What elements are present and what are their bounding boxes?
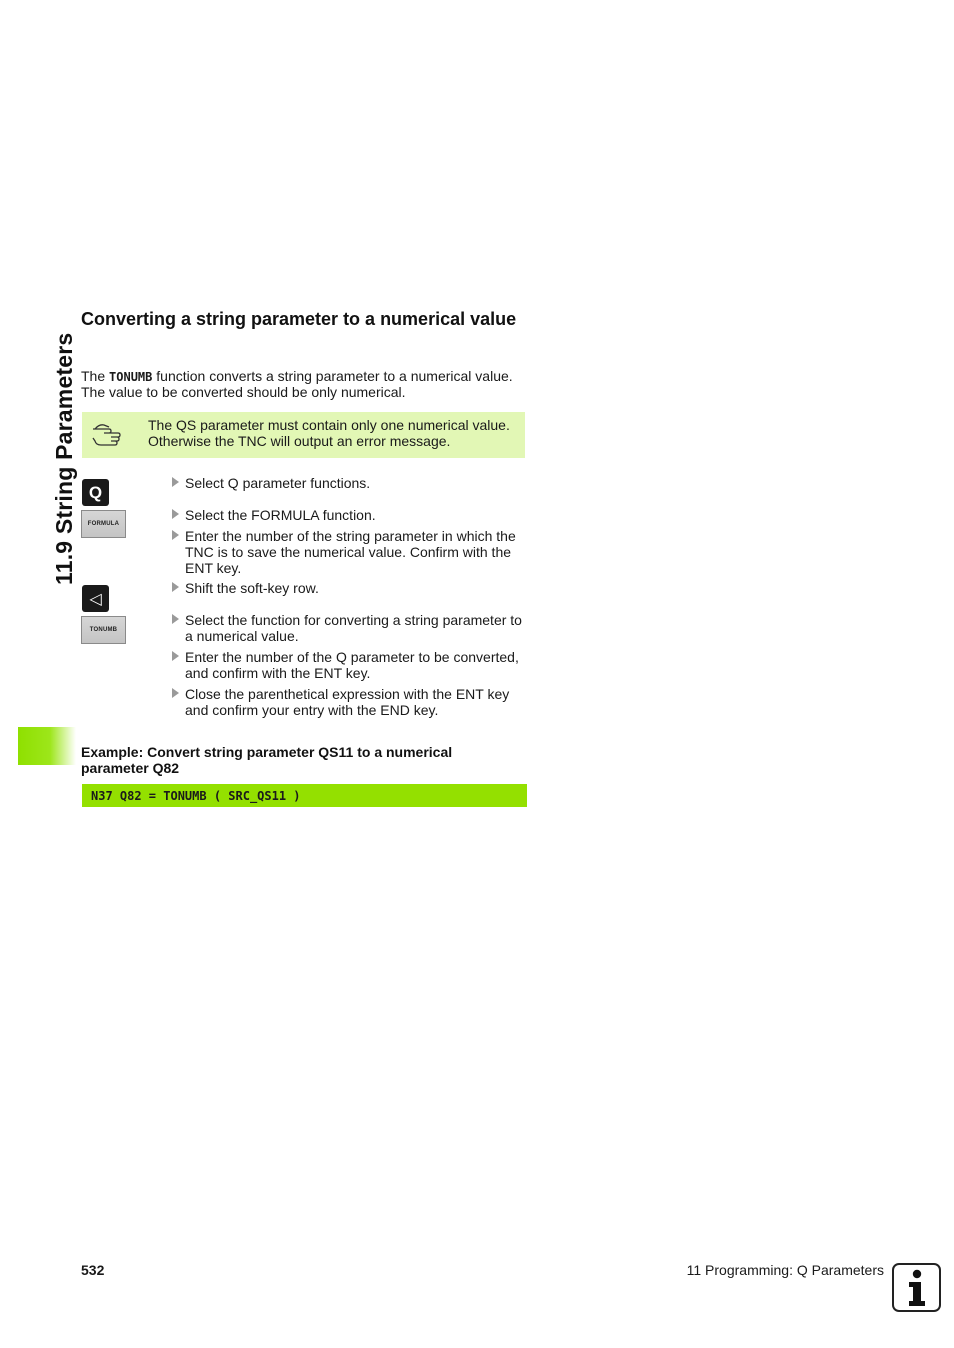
step-text: Shift the soft-key row. xyxy=(185,580,319,596)
side-chapter-title-text: 11.9 String Parameters xyxy=(51,332,77,585)
info-icon xyxy=(892,1263,941,1312)
note-box xyxy=(82,412,525,458)
step-text: Enter the number of the Q parameter to be converted, and confirm with the ENT key. xyxy=(185,649,519,681)
tonumb-softkey[interactable]: TONUMB xyxy=(81,616,126,644)
bullet-arrow-icon xyxy=(172,688,179,698)
shift-softkey-row-button[interactable]: ◁ xyxy=(82,585,109,612)
bullet-arrow-icon xyxy=(172,614,179,624)
step-text: Select the FORMULA function. xyxy=(185,507,376,523)
bullet-arrow-icon xyxy=(172,509,179,519)
step-text: Select the function for converting a string parameter to a numerical value. xyxy=(185,612,522,644)
step-text: Close the parenthetical expression with the ENT key and confirm your entry with the END key. xyxy=(185,686,510,718)
intro-prefix: The xyxy=(81,368,110,384)
step-item xyxy=(172,580,524,596)
chapter-footer: 11 Programming: Q Parameters xyxy=(686,1262,884,1278)
step-item xyxy=(172,649,524,681)
note-line-2: Otherwise the TNC will output an error message. xyxy=(148,433,451,449)
step-item xyxy=(172,612,524,644)
formula-softkey[interactable]: FORMULA xyxy=(81,510,126,538)
intro-line-2: The value to be converted should be only numerical. xyxy=(81,384,406,400)
example-heading: Example: Convert string parameter QS11 to a numerical parameter Q82 xyxy=(81,744,453,776)
page-number: 532 xyxy=(81,1262,105,1278)
q-key-button[interactable]: Q xyxy=(82,479,109,506)
step-text: Select Q parameter functions. xyxy=(185,475,371,491)
step-text: Enter the number of the string parameter in which the TNC is to save the numerical value. Confirm with the ENT key. xyxy=(185,528,516,576)
bullet-arrow-icon xyxy=(172,477,179,487)
step-item xyxy=(172,475,524,491)
intro-line-1 xyxy=(81,368,513,385)
note-line-1: The QS parameter must contain only one numerical value. xyxy=(148,417,510,433)
step-item xyxy=(172,507,524,523)
info-i-glyph xyxy=(894,1265,939,1310)
pointing-hand-icon xyxy=(91,421,125,447)
intro-line-1-rest: function converts a string parameter to a numerical value. xyxy=(152,368,513,384)
section-heading: Converting a string parameter to a numerical value xyxy=(81,309,517,329)
chapter-tab-marker xyxy=(18,727,76,765)
note-text xyxy=(148,417,510,449)
step-item xyxy=(172,686,524,718)
bullet-arrow-icon xyxy=(172,530,179,540)
step-item xyxy=(172,528,524,576)
example-code-block: N37 Q82 = TONUMB ( SRC_QS11 ) xyxy=(82,784,527,807)
side-chapter-title xyxy=(26,310,77,585)
function-name: TONUMB xyxy=(109,370,153,384)
bullet-arrow-icon xyxy=(172,582,179,592)
bullet-arrow-icon xyxy=(172,651,179,661)
